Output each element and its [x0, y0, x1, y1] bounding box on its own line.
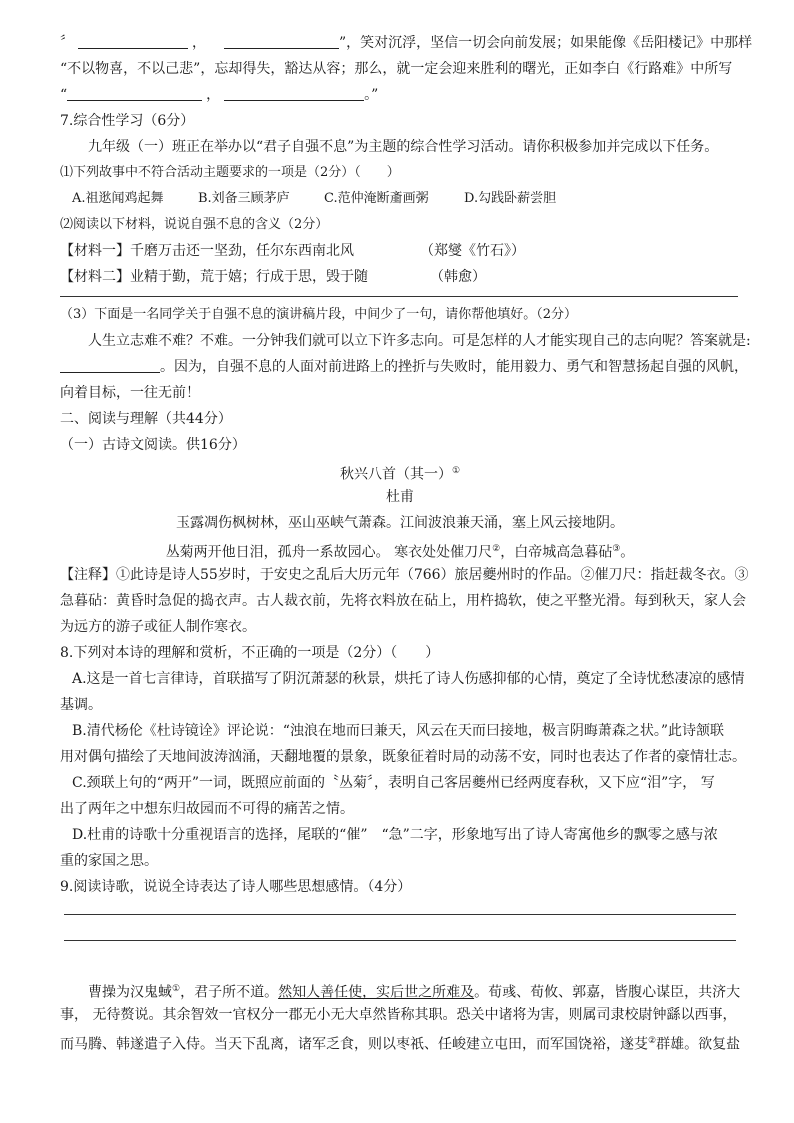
poem-title: 秋兴八首（其一）①: [339, 466, 461, 483]
answer-blank[interactable]: [67, 84, 202, 101]
answer-line-q9-2[interactable]: [60, 926, 740, 952]
q7-sub1: ⑴下列故事中不符合活动主题要求的一项是（2分）（ ）: [60, 165, 400, 180]
exam-page: [60, 30, 753, 1054]
speech-line-2: 。因为，自强不息的人面对前进路上的挫折与失败时，能用毅力、勇气和智慧扬起自强的风帆，: [60, 354, 740, 380]
poem-line-2: 丛菊两开他日泪，孤舟一系故园心。 寒衣处处催刀尺②，白帝城高急暮砧③。: [165, 544, 635, 561]
q8-option-c-1[interactable]: C.颈联上句的“两开”一词，既照应前面的〝丛菊〞，表明自己客居夔州已经两度春秋，又下应“泪”字， 写: [72, 775, 715, 791]
speech-line-3: 向着目标，一往无前！: [60, 385, 200, 401]
answer-blank[interactable]: [224, 32, 339, 49]
option-d[interactable]: D.勾践卧薪尝胆: [464, 191, 557, 206]
option-c[interactable]: C.范仲淹断齑画粥: [324, 191, 429, 206]
q8-option-b-1[interactable]: B.清代杨伦《杜诗镜诠》评论说：“浊浪在地而曰兼天，风云在天而曰接地，极言阴晦萧森之状。”此诗颔联: [72, 723, 725, 739]
q6-line-2: “不以物喜，不以己悲”，忘却得失，豁达从容；那么，就一定会迎来胜利的曙光，正如李白《行路难》中所写: [60, 61, 733, 77]
prose-line-3: 而马腾、韩遂遣子入侍。当天下乱离，诸军乏食，则以枣祇、任峻建立屯田，而军国饶裕，遂芟②群雄。欲复盐: [60, 1036, 741, 1053]
answer-line-q7[interactable]: [60, 290, 740, 300]
answer-blank[interactable]: [60, 356, 160, 373]
q9-title: 9.阅读诗歌，说说全诗表达了诗人哪些思想感情。（4分）: [60, 879, 412, 895]
q6-line-3: “ ， 。”: [60, 82, 740, 108]
prose-line-1: 曹操为汉鬼蜮①，君子所不道。然知人善任使，实后世之所难及。荀彧、荀攸、郭嘉，皆腹心谋臣，共济大: [88, 984, 741, 1001]
q8-option-c-2: 出了两年之中想东归故园而不可得的痛苦之情。: [60, 801, 354, 817]
q8-option-d-2: 重的家国之思。: [60, 853, 158, 869]
q6-line-1: 〞 ， ”，笑对沉浮，坚信一切会向前发展；如果能像《岳阳楼记》中那样: [60, 30, 740, 56]
q8-title: 8.下列对本诗的理解和赏析，不正确的一项是（2分）（ ）: [60, 645, 440, 661]
q7-title: 7.综合性学习（6分）: [60, 113, 195, 129]
notes-line-2: 急暮砧：黄昏时急促的捣衣声。古人裁衣前，先将衣料放在砧上，用杵捣软，使之平整光滑。每到秋天，家人会: [60, 593, 746, 609]
q7-options: [60, 186, 740, 212]
speech-line-1: 人生立志难不难？不难。一分钟我们就可以立下许多志向。可是怎样的人才能实现自己的志向呢？答案就是:: [88, 333, 751, 349]
poem-author: 杜甫: [386, 489, 414, 505]
section2-title: 二、阅读与理解（共44分）: [60, 411, 232, 427]
answer-line-q9-1[interactable]: [60, 900, 740, 926]
option-b[interactable]: B.刘备三顾茅庐: [198, 191, 290, 206]
prose-line-2: 事， 无待赘说。其余智效一官权分一郡无小无大卓然皆称其职。恐关中诸将为害，则属司隶校尉钟繇以西事，: [60, 1007, 737, 1023]
material-2: 【材料二】业精于勤，荒于嬉；行成于思，毁于随 （韩愈）: [60, 269, 486, 285]
option-a[interactable]: A.祖逖闻鸡起舞: [72, 191, 164, 206]
answer-blank[interactable]: [78, 32, 188, 49]
notes-line-1: 【注释】①此诗是诗人55岁时，于安史之乱后大历元年（766）旅居夔州时的作品。②催刀尺：指赶裁冬衣。③: [60, 567, 749, 583]
q7-intro: 九年级（一）班正在举办以“君子自强不息”为主题的综合性学习活动。请你积极参加并完成以下任务。: [88, 139, 719, 155]
q7-sub2: ⑵阅读以下材料，说说自强不息的含义（2分）: [60, 217, 329, 232]
section2-sub: （一）古诗文阅读。供16分）: [60, 437, 246, 453]
q8-option-b-2: 用对偶句描绘了天地间波涛汹涌，天翻地覆的景象，既象征着时局的动荡不安，同时也表达了作者的豪情壮志。: [60, 749, 746, 765]
q7-sub3: （3）下面是一名同学关于自强不息的演讲稿片段，中间少了一句，请你帮他填好。（2分）: [60, 307, 578, 322]
answer-blank[interactable]: [224, 84, 364, 101]
q8-option-a-1[interactable]: A.这是一首七言律诗，首联描写了阴沉萧瑟的秋景，烘托了诗人伤感抑郁的心情，奠定了全诗忧愁凄凉的感情: [72, 671, 745, 687]
notes-line-3: 为远方的游子或征人制作寒衣。: [60, 619, 256, 635]
material-1: 【材料一】千磨万击还一坚劲，任尔东西南北风 （郑燮《竹石》）: [60, 243, 525, 259]
q8-option-a-2: 基调。: [60, 697, 102, 713]
poem-line-1: 玉露凋伤枫树林，巫山巫峡气萧森。江间波浪兼天涌，塞上风云接地阴。: [176, 515, 624, 531]
underlined-sentence: 然知人善任使，实后世之所难及: [278, 984, 475, 1001]
q8-option-d-1[interactable]: D.杜甫的诗歌十分重视语言的选择，尾联的“催” “急”二字，形象地写出了诗人寄寓他乡的飘零之感与浓: [72, 827, 718, 843]
